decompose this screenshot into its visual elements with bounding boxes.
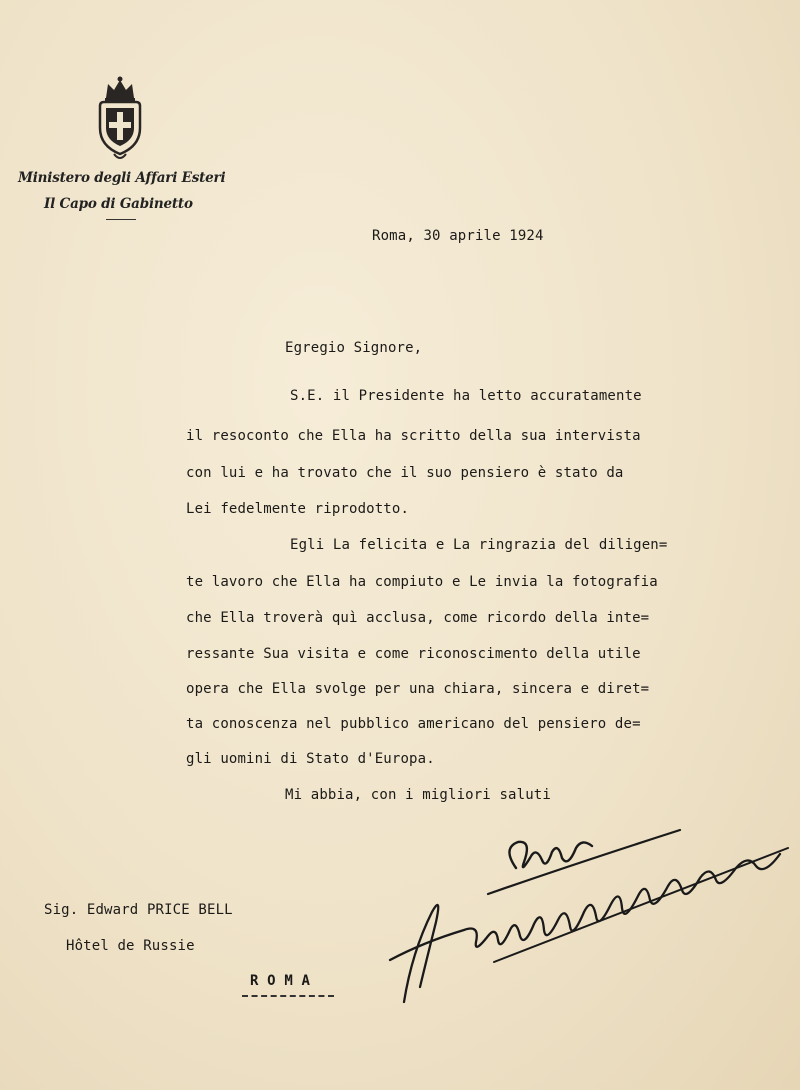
body-line: gli uomini di Stato d'Europa. — [186, 751, 435, 767]
body-line: Lei fedelmente riprodotto. — [186, 501, 410, 517]
letterhead-ministry: Ministero degli Affari Esteri — [18, 170, 226, 186]
handwritten-signature — [384, 812, 794, 1012]
recipient-hotel: Hôtel de Russie — [66, 938, 195, 954]
recipient-city: R O M A — [250, 973, 311, 989]
royal-crest-icon — [94, 76, 146, 162]
body-line: S.E. il Presidente ha letto accuratamente — [290, 388, 642, 404]
letterhead-office: Il Capo di Gabinetto — [44, 196, 193, 212]
body-line: Egli La felicita e La ringrazia del diligen= — [290, 537, 668, 553]
recipient-name: Sig. Edward PRICE BELL — [44, 902, 233, 918]
body-line: che Ella troverà quì acclusa, come ricordo della inte= — [186, 610, 650, 626]
city-underline — [242, 995, 334, 997]
body-line: te lavoro che Ella ha compiuto e Le invia la fotografia — [186, 574, 658, 590]
body-line: ressante Sua visita e come riconoscimento della utile — [186, 646, 641, 662]
salutation: Egregio Signore, — [285, 340, 423, 356]
body-line: con lui e ha trovato che il suo pensiero è stato da — [186, 465, 624, 481]
body-line: opera che Ella svolge per una chiara, sincera e diret= — [186, 681, 650, 697]
body-line: ta conoscenza nel pubblico americano del pensiero de= — [186, 716, 641, 732]
body-line: il resoconto che Ella ha scritto della sua intervista — [186, 428, 641, 444]
letterhead-rule — [106, 219, 136, 220]
closing-line: Mi abbia, con i migliori saluti — [285, 787, 551, 803]
letter-date: Roma, 30 aprile 1924 — [372, 228, 544, 244]
